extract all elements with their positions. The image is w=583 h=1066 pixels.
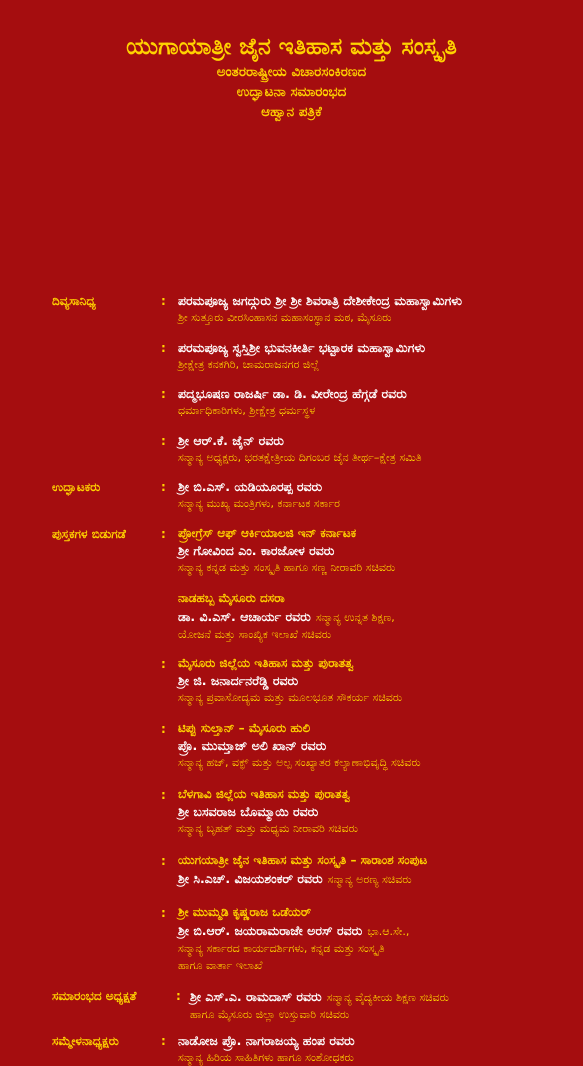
guest-designation: ಹಾಗೂ ವಾರ್ತಾ ಇಲಾಖೆ — [178, 959, 263, 972]
guest-name: ಪರಮಪೂಜ್ಯ ಜಗದ್ಗುರು ಶ್ರೀ ಶ್ರೀ ಶಿವರಾತ್ರಿ ದೇಶೀಕೇಂದ್ರ ಮಹಾಸ್ವಾಮಿಗಳು — [178, 293, 463, 308]
book-entry — [178, 590, 577, 643]
book-entry — [178, 904, 577, 974]
book-title: ಬೆಳಗಾವಿ ಜಿಲ್ಲೆಯ ಇತಿಹಾಸ ಮತ್ತು ಪುರಾತತ್ವ — [178, 787, 350, 801]
guest-designation: ಯೋಜನೆ ಮತ್ತು ಸಾಂಖ್ಯಿಕ ಇಲಾಖೆ ಸಚಿವರು — [178, 628, 332, 641]
guest-entry — [178, 385, 577, 419]
guest-designation: ಸನ್ಮಾನ್ಯ ಅಧ್ಯಕ್ಷರು, ಭರತಕ್ಷೇತ್ರೀಯ ದಿಗಂಬರ ಜೈನ ತೀರ್ಥ–ಕ್ಷೇತ್ರ ಸಮಿತಿ — [178, 451, 422, 464]
colon: : — [161, 1034, 166, 1048]
book-entry — [178, 786, 577, 837]
book-title: ಟಿಪ್ಪು ಸುಲ್ತಾನ್ – ಮೈಸೂರು ಹುಲಿ — [178, 721, 311, 735]
event-title: ಯುಗಾಯಾತ್ರೀ ಜೈನ ಇತಿಹಾಸ ಮತ್ತು ಸಂಸ್ಕೃತಿ — [126, 34, 457, 60]
guest-name: ಶ್ರೀ ಸಿ.ಎಚ್. ವಿಜಯಶಂಕರ್ ರವರು — [178, 871, 323, 886]
guest-designation: ಸನ್ಮಾನ್ಯ ಬೃಹತ್ ಮತ್ತು ಮಧ್ಯಮ ನೀರಾವರಿ ಸಚಿವರು — [178, 822, 358, 835]
colon: : — [161, 722, 166, 736]
guest-name: ಶ್ರೀ ಬಿ.ಎಸ್. ಯಡಿಯೂರಪ್ಪ ರವರು — [178, 479, 323, 494]
guest-designation: ಸನ್ಮಾನ್ಯ ವೈದ್ಯಕೀಯ ಶಿಕ್ಷಣ ಸಚಿವರು — [326, 991, 449, 1004]
guest-name: ಡಾ. ವಿ.ಎಸ್. ಆಚಾರ್ಯ ರವರು — [178, 609, 311, 624]
guest-designation: ಸನ್ಮಾನ್ಯ ಉನ್ನತ ಶಿಕ್ಷಣ, — [315, 611, 395, 624]
invitation-header — [0, 0, 583, 122]
colon: : — [161, 341, 166, 355]
inauguration-line: ಉದ್ಘಾಟನಾ ಸಮಾರಂಭದ — [236, 84, 347, 100]
guest-designation: ಧರ್ಮಾಧಿಕಾರಿಗಳು, ಶ್ರೀಕ್ಷೇತ್ರ ಧರ್ಮಸ್ಥಳ — [178, 404, 316, 417]
section-label: ಸಮ್ಮೇಳನಾಧ್ಯಕ್ಷರು — [52, 1034, 119, 1048]
book-title: ಪ್ರೋಗ್ರೆಸ್ ಆಫ್ ಆರ್ಕಿಯಾಲಜಿ ಇನ್ ಕರ್ನಾಟಕ — [178, 526, 357, 540]
guest-designation: ಶ್ರೀ ಸುತ್ತೂರು ವೀರಸಿಂಹಾಸನ ಮಹಾಸಂಸ್ಥಾನ ಮಠ, ಮೈಸೂರು — [178, 311, 392, 324]
book-title: ಶ್ರೀ ಮುಮ್ಮಡಿ ಕೃಷ್ಣರಾಜ ಒಡೆಯರ್ — [178, 905, 312, 919]
guest-designation: ಸನ್ಮಾನ್ಯ ಅರಣ್ಯ ಸಚಿವರು — [327, 873, 412, 886]
colon: : — [161, 434, 166, 448]
seminar-line: ಅಂತರರಾಷ್ಟ್ರೀಯ ವಿಚಾರಸಂಕಿರಣದ — [216, 64, 367, 80]
guest-designation: ಭಾ.ಆ.ಸೇ., — [367, 925, 410, 938]
guest-designation: ಸನ್ಮಾನ್ಯ ಮುಖ್ಯ ಮಂತ್ರಿಗಳು, ಕರ್ನಾಟಕ ಸರ್ಕಾರ — [178, 497, 340, 510]
colon: : — [161, 294, 166, 308]
colon: : — [161, 788, 166, 802]
guest-name: ಶ್ರೀ ಗೋವಿಂದ ಎಂ. ಕಾರಜೋಳ ರವರು — [178, 543, 335, 558]
invitation-line: ಆಹ್ವಾನ ಪತ್ರಿಕೆ — [261, 104, 322, 120]
guest-name: ಶ್ರೀ ಜಿ. ಜನಾರ್ದನರೆಡ್ಡಿ ರವರು — [178, 673, 299, 688]
colon: : — [161, 480, 166, 494]
section-label: ಪುಸ್ತಕಗಳ ಬಿಡುಗಡೆ — [52, 527, 126, 541]
book-title: ನಾಡಹಬ್ಬ ಮೈಸೂರು ದಸರಾ — [178, 591, 285, 605]
colon: : — [161, 854, 166, 868]
book-title: ಮೈಸೂರು ಜಿಲ್ಲೆಯ ಇತಿಹಾಸ ಮತ್ತು ಪುರಾತತ್ವ — [178, 656, 354, 670]
guest-name: ನಾಡೋಜ ಪ್ರೊ. ನಾಗರಾಜಯ್ಯ ಹಂಪ ರವರು — [178, 1033, 355, 1048]
guest-entry — [190, 987, 577, 1023]
guest-entry — [178, 339, 577, 373]
guest-name: ಶ್ರೀ ಆರ್.ಕೆ. ಜೈನ್ ರವರು — [178, 433, 284, 448]
book-title: ಯುಗಯಾತ್ರೀ ಜೈನ ಇತಿಹಾಸ ಮತ್ತು ಸಂಸ್ಕೃತಿ – ಸಾರಾಂಶ ಸಂಪುಟ — [178, 853, 428, 867]
guest-entry — [178, 432, 577, 466]
guest-designation: ಸನ್ಮಾನ್ಯ ಕನ್ನಡ ಮತ್ತು ಸಂಸ್ಕೃತಿ ಹಾಗೂ ಸಣ್ಣ ನೀರಾವರಿ ಸಚಿವರು — [178, 561, 396, 574]
colon: : — [161, 657, 166, 671]
guest-designation: ಸನ್ಮಾನ್ಯ ಹಜ್, ವಕ್ಫ್ ಮತ್ತು ಅಲ್ಪ ಸಂಖ್ಯಾತರ ಕಲ್ಯಾಣಾಭಿವೃದ್ಧಿ ಸಚಿವರು — [178, 756, 421, 769]
guest-entry — [178, 478, 577, 512]
guest-name: ಶ್ರೀ ಬಿ.ಆರ್. ಜಯರಾಮರಾಜೇ ಅರಸ್ ರವರು — [178, 923, 363, 938]
guest-designation: ಹಾಗೂ ಮೈಸೂರು ಜಿಲ್ಲಾ ಉಸ್ತುವಾರಿ ಸಚಿವರು — [190, 1008, 350, 1021]
guest-designation: ಶ್ರೀಕ್ಷೇತ್ರ ಕನಕಗಿರಿ, ಚಾಮರಾಜನಗರ ಜಿಲ್ಲೆ — [178, 358, 320, 371]
guest-designation: ಸನ್ಮಾನ್ಯ ಸರ್ಕಾರದ ಕಾರ್ಯದರ್ಶಿಗಳು, ಕನ್ನಡ ಮತ್ತು ಸಂಸ್ಕೃತಿ — [178, 942, 385, 955]
colon: : — [161, 906, 166, 920]
section-label: ದಿವ್ಯಸಾನಿಧ್ಯ — [52, 294, 96, 308]
guest-name: ಪದ್ಮಭೂಷಣ ರಾಜರ್ಷಿ ಡಾ. ಡಿ. ವೀರೇಂದ್ರ ಹೆಗ್ಗಡೆ ರವರು — [178, 386, 407, 401]
book-entry — [178, 852, 577, 888]
guest-entry — [178, 292, 577, 326]
guest-name: ಪರಮಪೂಜ್ಯ ಸ್ವಸ್ತಿಶ್ರೀ ಭುವನಕೀರ್ತಿ ಭಟ್ಟಾರಕ ಮಹಾಸ್ವಾಮಿಗಳು — [178, 340, 426, 355]
guest-designation: ಸನ್ಮಾನ್ಯ ಪ್ರವಾಸೋದ್ಯಮ ಮತ್ತು ಮೂಲಭೂತ ಸೌಕರ್ಯ ಸಚಿವರು — [178, 691, 403, 704]
book-entry — [178, 720, 577, 771]
colon: : — [161, 387, 166, 401]
colon: : — [161, 527, 166, 541]
guest-name: ಶ್ರೀ ಬಸವರಾಜ ಬೊಮ್ಮಾಯಿ ರವರು — [178, 804, 319, 819]
book-entry — [178, 655, 577, 706]
guest-entry — [178, 1032, 577, 1066]
guest-name: ಶ್ರೀ ಎಸ್.ಎ. ರಾಮದಾಸ್ ರವರು — [190, 989, 322, 1004]
colon: : — [176, 989, 181, 1003]
section-label: ಸಮಾರಂಭದ ಅಧ್ಯಕ್ಷತೆ — [52, 989, 137, 1003]
guest-name: ಪ್ರೊ. ಮುಮ್ತಾಜ್ ಅಲಿ ಖಾನ್ ರವರು — [178, 738, 327, 753]
section-label: ಉದ್ಘಾಟಕರು — [52, 480, 101, 494]
guest-designation: ಸನ್ಮಾನ್ಯ ಹಿರಿಯ ಸಾಹಿತಿಗಳು ಹಾಗೂ ಸಂಶೋಧಕರು — [178, 1051, 354, 1064]
book-entry — [178, 525, 577, 576]
